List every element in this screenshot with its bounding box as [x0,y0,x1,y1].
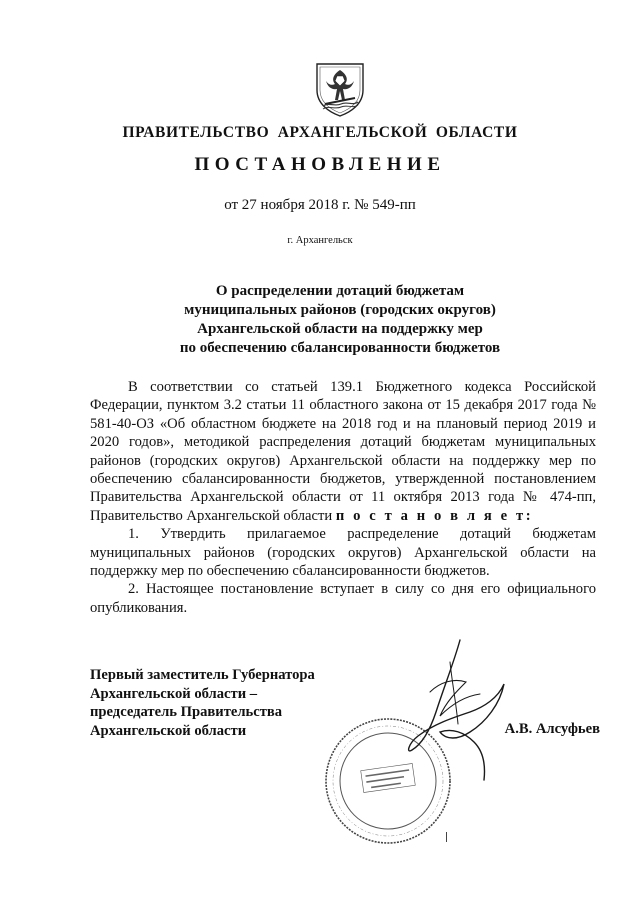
document-type: ПОСТАНОВЛЕНИЕ [194,154,446,175]
position-line: Первый заместитель Губернатора [90,667,315,683]
handwritten-signature-icon [400,632,510,787]
position-line: Архангельской области – [90,685,258,702]
title-line: Архангельской области на поддержку мер [197,321,483,337]
item-1-paragraph: 1. Утвердить прилагаемое распределение дотаций бюджетам муниципальных районов (городских округов) Архангельской области на поддержку мер по обеспечению сбалансированности бюджетов. [90,526,596,580]
item-2-paragraph: 2. Настоящее постановление вступает в силу со дня его официального опубликования. [90,581,596,616]
document-date-number: от 27 ноября 2018 г. № 549-пп [224,197,416,213]
document-title [120,282,560,358]
position-line: председатель Правительства [90,704,283,721]
signatory-name: А.В. Алсуфьев [504,721,600,737]
position-line: Архангельской области [90,722,247,739]
title-line: О распределении дотаций бюджетам [215,283,465,299]
preamble-text: В соответствии со статьей 139.1 Бюджетного кодекса Российской Федерации, пунктом 3.2 статьи 11 областного закона от 15 декабря 2017 года № 581-40-ОЗ «Об областном бюджете на 2018 год и на плановый период 2019 и 2020 годов», методикой распределения дотаций бюджетам муниципальных районов (городских округов) Архангельской области на поддержку мер по обеспечению сбалансированности бюджетов, утвержденной постановлением Правительства Архангельской области от 11 октября 2013 года № 474-пп, Правительство Архангельской области [90,379,596,524]
title-line: муниципальных районов (городских округов) [184,302,496,318]
margin-mark [446,832,447,842]
decree-word: п о с т а н о в л я е т [335,507,526,524]
decree-colon: : [525,507,531,524]
city: г. Архангельск [287,235,353,246]
document-body [90,378,596,617]
government-name: ПРАВИТЕЛЬСТВО АРХАНГЕЛЬСКОЙ ОБЛАСТИ [122,124,518,141]
coat-of-arms-icon [311,60,369,118]
signatory-position [90,666,350,740]
title-line: по обеспечению сбалансированности бюджетов [179,340,501,356]
preamble-paragraph [90,378,596,525]
